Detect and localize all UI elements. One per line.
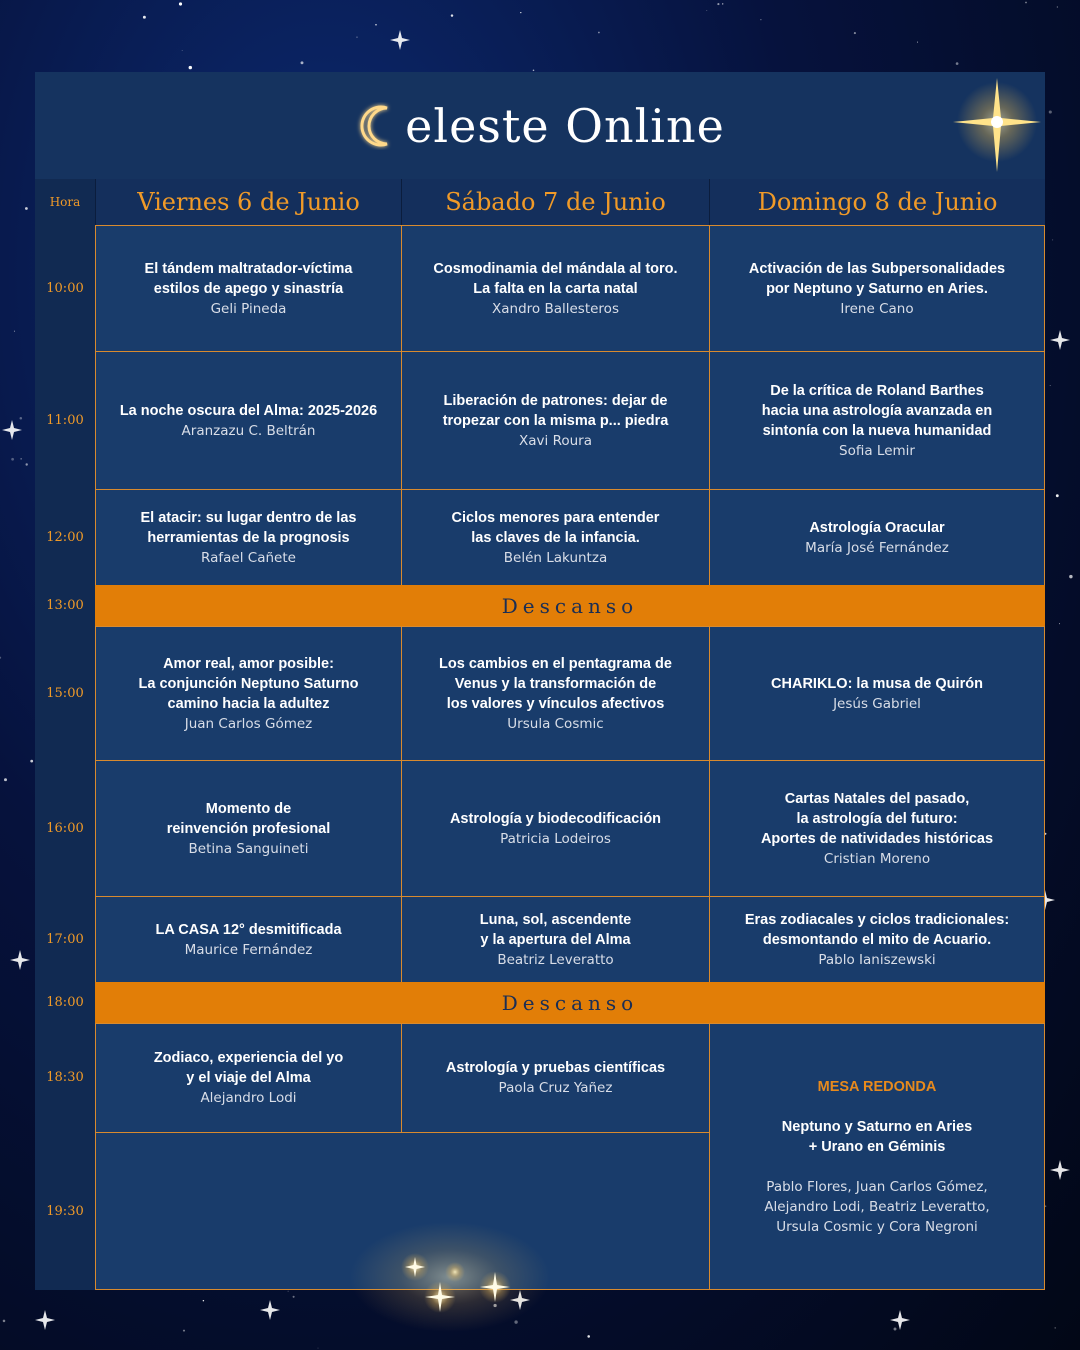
session-title: Eras zodiacales y ciclos tradicionales: <box>744 911 1010 928</box>
session-title: la astrología del futuro: <box>796 810 958 827</box>
session-speaker: Beatriz Leveratto <box>497 951 614 968</box>
time-label: 11:00 <box>46 412 84 428</box>
session-speaker: Xavi Roura <box>519 432 592 449</box>
bright-star <box>10 950 30 970</box>
session-title: Luna, sol, ascendente <box>479 911 632 928</box>
star <box>21 458 22 459</box>
bright-star <box>390 30 410 50</box>
session-title: Liberación de patrones: dejar de <box>443 392 668 409</box>
session-title: desmontando el mito de Acuario. <box>762 931 992 948</box>
session-speaker: Ursula Cosmic <box>507 715 604 732</box>
session-title: Cosmodinamia del mándala al toro. <box>433 260 678 277</box>
star <box>189 66 192 69</box>
star <box>318 1348 319 1349</box>
glowing-lights-icon <box>335 1212 565 1342</box>
bright-star <box>890 1310 910 1330</box>
session-card[interactable] <box>401 626 710 761</box>
star <box>11 458 14 461</box>
star <box>956 62 959 65</box>
session-card[interactable] <box>95 1023 402 1133</box>
session-title: herramientas de la prognosis <box>147 529 350 546</box>
star <box>854 32 856 34</box>
bright-star <box>260 1300 280 1320</box>
star <box>760 19 761 20</box>
star <box>1050 385 1051 386</box>
session-title: La conjunción Neptuno Saturno <box>138 675 359 692</box>
session-title: Aportes de natividades históricas <box>760 830 994 847</box>
star <box>1059 623 1060 624</box>
session-speaker: Paola Cruz Yañez <box>498 1080 613 1096</box>
bright-star <box>1050 1160 1070 1180</box>
session-title: hacia una astrología avanzada en <box>761 402 993 419</box>
session-title: tropezar con la misma p... piedra <box>442 412 669 429</box>
session-card[interactable] <box>401 1023 710 1133</box>
session-speaker: Irene Cano <box>840 300 914 317</box>
time-label: 15:00 <box>46 685 84 701</box>
session-speaker: Cristian Moreno <box>823 850 931 867</box>
session-title: por Neptuno y Saturno en Aries. <box>766 280 988 297</box>
session-card[interactable] <box>709 225 1045 352</box>
session-speaker: Geli Pineda <box>210 300 287 317</box>
star <box>183 1330 185 1332</box>
day-header-sunday: Domingo 8 de Junio <box>709 179 1045 225</box>
session-title: y el viaje del Alma <box>186 1070 311 1086</box>
star <box>520 12 521 13</box>
session-card[interactable] <box>95 896 402 983</box>
star <box>1054 1327 1056 1329</box>
title-row <box>35 72 1045 179</box>
bright-star <box>1050 330 1070 350</box>
session-card[interactable] <box>401 225 710 352</box>
star <box>3 1320 6 1323</box>
time-label: 12:00 <box>46 529 84 545</box>
title-wrap <box>355 99 725 153</box>
star <box>1057 6 1058 7</box>
session-card[interactable] <box>95 225 402 352</box>
time-label: 10:00 <box>46 280 84 296</box>
session-card[interactable] <box>95 626 402 761</box>
session-card[interactable] <box>401 489 710 586</box>
star <box>375 24 377 26</box>
round-table-label: MESA REDONDA <box>817 1078 937 1095</box>
session-title: La falta en la carta natal <box>473 280 638 297</box>
star <box>179 2 182 5</box>
session-speaker: Patricia Lodeiros <box>500 830 611 847</box>
star <box>1049 110 1052 113</box>
session-title: Astrología y pruebas científicas <box>445 1060 666 1076</box>
star <box>301 61 304 64</box>
star <box>143 16 146 19</box>
session-card[interactable] <box>95 489 402 586</box>
star <box>1056 494 1059 497</box>
session-speaker: Sofia Lemir <box>839 442 915 459</box>
session-card[interactable] <box>401 760 710 897</box>
session-title: LA CASA 12° desmitificada <box>155 921 342 938</box>
star <box>894 1328 897 1331</box>
day-header-friday: Viernes 6 de Junio <box>95 179 401 225</box>
session-title: Momento de <box>205 800 292 817</box>
star <box>1052 239 1053 240</box>
star <box>20 417 23 420</box>
session-title: y la apertura del Alma <box>480 931 631 948</box>
session-title: CHARIKLO: la musa de Quirón <box>771 675 983 692</box>
round-table-title: + Urano en Géminis <box>808 1138 946 1155</box>
star <box>4 778 7 781</box>
star <box>30 760 33 763</box>
star <box>533 70 535 72</box>
sparkle-star-icon <box>935 72 1045 179</box>
session-title: La noche oscura del Alma: 2025-2026 <box>119 402 378 419</box>
session-speaker: Rafael Cañete <box>201 549 296 566</box>
session-speaker: María José Fernández <box>805 539 949 556</box>
session-title: Ciclos menores para entender <box>451 509 660 526</box>
session-title: Zodiaco, experiencia del yo <box>153 1050 344 1066</box>
session-title: Cartas Natales del pasado, <box>784 790 970 807</box>
session-title: Los cambios en el pentagrama de <box>439 655 672 672</box>
time-label: 19:30 <box>46 1203 84 1219</box>
session-speaker: Belén Lakuntza <box>503 549 608 566</box>
time-label: 18:30 <box>46 1070 84 1085</box>
session-speaker: Aranzazu C. Beltrán <box>181 422 316 439</box>
star <box>1069 575 1072 578</box>
session-card[interactable] <box>709 351 1045 490</box>
star <box>598 32 600 34</box>
star <box>722 3 723 4</box>
star <box>203 1300 204 1301</box>
bright-star <box>2 420 22 440</box>
star <box>357 37 358 38</box>
session-speaker: Pablo Ianiszewski <box>818 951 936 968</box>
session-card[interactable] <box>709 489 1045 586</box>
session-speaker: Alejandro Lodi <box>200 1090 297 1106</box>
page-title: eleste Online <box>405 98 725 153</box>
session-title: El atacir: su lugar dentro de las <box>140 509 357 526</box>
bright-star <box>35 1310 55 1330</box>
star <box>25 463 27 465</box>
session-title: sintonía con la nueva humanidad <box>762 422 992 439</box>
break-banner: Descanso <box>95 982 1045 1023</box>
session-title: Activación de las Subpersonalidades <box>748 260 1006 277</box>
round-table-speakers: Alejandro Lodi, Beatriz Leveratto, <box>764 1198 990 1215</box>
star <box>14 331 15 332</box>
star <box>587 1335 590 1338</box>
star <box>1045 1205 1046 1206</box>
session-card[interactable] <box>709 896 1045 983</box>
session-title: Astrología Oracular <box>809 519 945 536</box>
session-card[interactable] <box>401 896 710 983</box>
session-title: Astrología y biodecodificación <box>449 810 662 827</box>
session-title: las claves de la infancia. <box>471 529 640 546</box>
round-table-speakers: Pablo Flores, Juan Carlos Gómez, <box>766 1178 988 1195</box>
session-speaker: Juan Carlos Gómez <box>184 715 313 732</box>
day-header-saturday: Sábado 7 de Junio <box>401 179 709 225</box>
star <box>917 42 918 43</box>
session-title: Amor real, amor posible: <box>163 655 334 672</box>
session-speaker: Betina Sanguineti <box>188 840 309 857</box>
star <box>717 3 719 5</box>
session-card[interactable] <box>401 351 710 490</box>
round-table-speakers: Ursula Cosmic y Cora Negroni <box>776 1218 978 1235</box>
session-card[interactable] <box>709 626 1045 761</box>
break-banner: Descanso <box>95 585 1045 626</box>
session-title: De la crítica de Roland Barthes <box>770 382 984 399</box>
session-speaker: Jesús Gabriel <box>833 695 921 712</box>
star <box>182 50 183 51</box>
session-title: estilos de apego y sinastría <box>153 280 344 297</box>
round-table-title: Neptuno y Saturno en Aries <box>781 1118 973 1135</box>
session-card[interactable] <box>95 351 402 490</box>
session-title: Venus y la transformación de <box>454 675 657 692</box>
time-label: 18:00 <box>46 995 84 1010</box>
session-title: camino hacia la adultez <box>167 695 330 712</box>
session-title: El tándem maltratador-víctima <box>144 260 353 277</box>
star <box>706 10 707 11</box>
session-speaker: Xandro Ballesteros <box>492 300 619 317</box>
time-label: 13:00 <box>46 598 84 613</box>
hour-header: Hora <box>49 195 81 209</box>
time-label: 17:00 <box>46 931 84 947</box>
session-title: reinvención profesional <box>166 820 331 837</box>
round-table-card[interactable] <box>709 1023 1045 1290</box>
crescent-moon-icon <box>355 102 403 150</box>
schedule-panel <box>35 72 1045 1290</box>
star <box>451 14 453 16</box>
star <box>25 207 28 210</box>
time-label: 16:00 <box>46 820 84 836</box>
session-card[interactable] <box>95 760 402 897</box>
star <box>0 657 1 659</box>
session-title: los valores y vínculos afectivos <box>446 695 665 712</box>
star <box>288 1291 289 1292</box>
star <box>293 1296 295 1298</box>
session-speaker: Maurice Fernández <box>184 941 313 958</box>
star <box>1025 2 1027 4</box>
session-card[interactable] <box>709 760 1045 897</box>
